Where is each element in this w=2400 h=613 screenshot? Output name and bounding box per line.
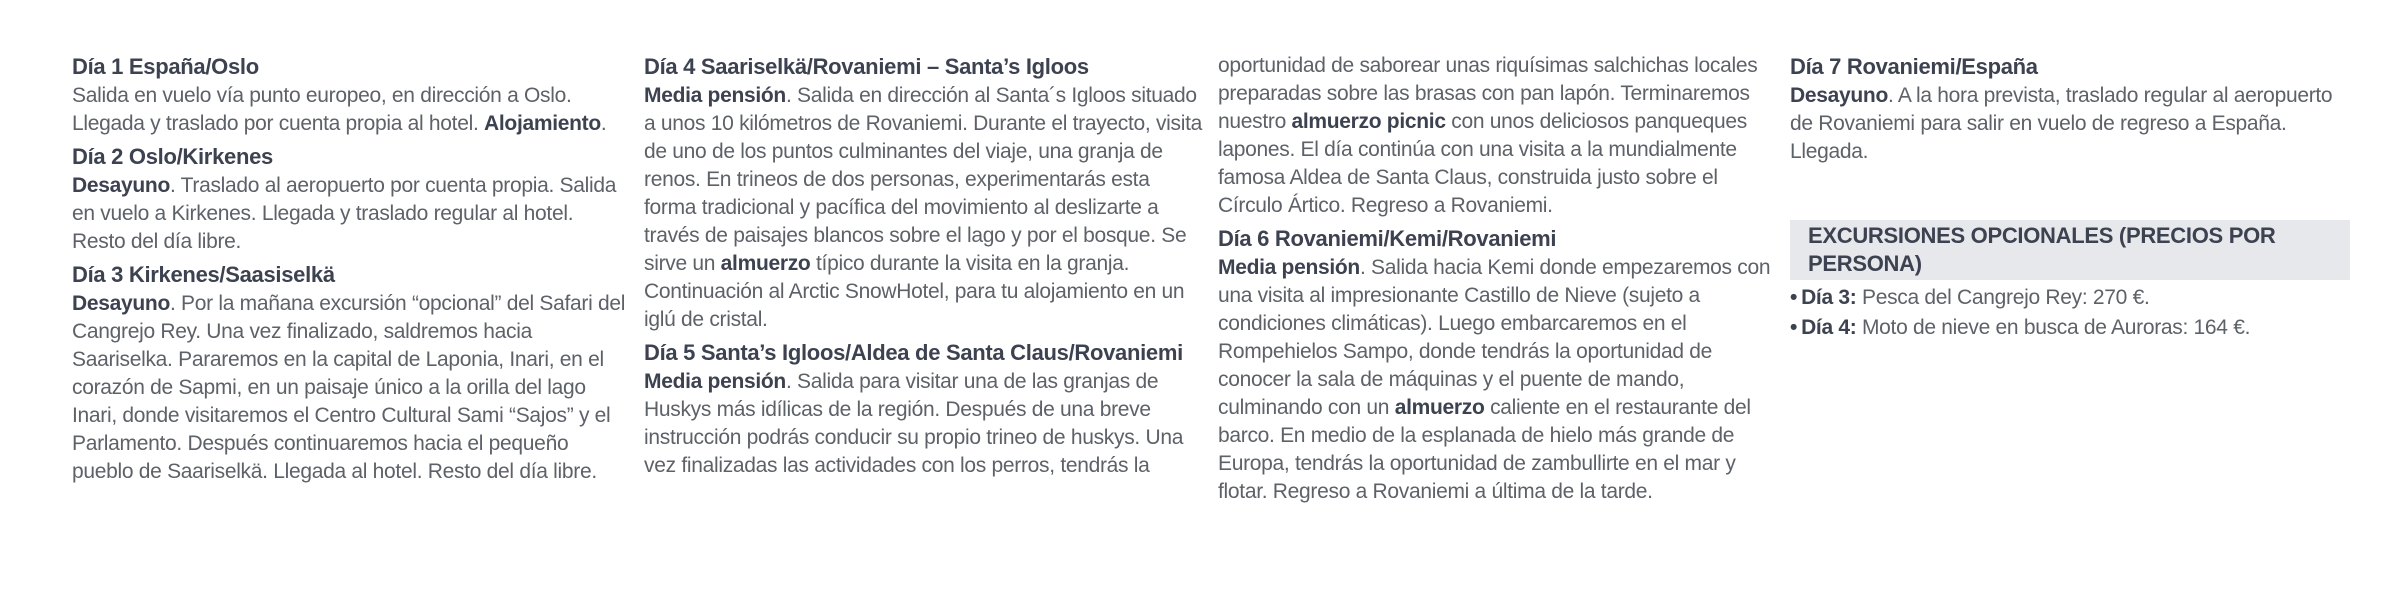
day-4-text: Media pensión. Salida en dirección al Santa´s Igloos situado a unos 10 kilómetros de Rovaniemi. Durante el trayecto, visita de uno de los puntos culminantes del viaje, una granja de renos. En trineos de dos personas, experimentarás esta forma tradicional y pacífica del movimiento al deslizarte a través de paisajes blancos sobre el lago y por el bosque. Se sirve un almuerzo típico durante la visita en la granja. Continuación al Arctic SnowHotel, para tu alojamiento en un iglú de cristal. — [644, 84, 1203, 331]
day-5 — [644, 338, 1204, 480]
day-5-continued — [1218, 52, 1778, 220]
day-2 — [72, 142, 632, 256]
bullet-icon: • — [1790, 316, 1798, 339]
day-3-title: Día 3 Kirkenes/Saasiselkä — [72, 262, 335, 287]
day-2-text: Desayuno. Traslado al aeropuerto por cuenta propia. Salida en vuelo a Kirkenes. Llegada y traslado regular al hotel. Resto del día libre. — [72, 174, 617, 253]
bullet-icon: • — [1790, 286, 1798, 309]
day-5-title: Día 5 Santa’s Igloos/Aldea de Santa Claus/Rovaniemi — [644, 340, 1183, 365]
day-7-text: Desayuno. A la hora prevista, traslado regular al aeropuerto de Rovaniemi para salir en vuelo de regreso a España. Llegada. — [1790, 84, 2333, 163]
day-7 — [1790, 52, 2350, 166]
day-1-title: Día 1 España/Oslo — [72, 54, 259, 79]
day-4-title: Día 4 Saariselkä/Rovaniemi – Santa’s Igloos — [644, 54, 1089, 79]
day-2-title: Día 2 Oslo/Kirkenes — [72, 144, 273, 169]
column-3 — [1218, 52, 1778, 510]
column-1 — [72, 52, 632, 490]
day-7-title: Día 7 Rovaniemi/España — [1790, 54, 2038, 79]
day-3-text: Desayuno. Por la mañana excursión “opcional” del Safari del Cangrejo Rey. Una vez finalizado, saldremos hacia Saariselka. Pararemos en la capital de Laponia, Inari, en el corazón de Sapmi, en un paisaje único a la orilla del lago Inari, donde visitaremos el Centro Cultural Sami “Sajos” y el Parlamento. Después continuaremos hacia el pequeño pueblo de Saariselkä. Llegada al hotel. Resto del día libre. — [72, 292, 626, 483]
optional-excursions-list — [1790, 284, 2350, 342]
optional-excursions-heading: EXCURSIONES OPCIONALES (PRECIOS POR PERSONA) — [1790, 220, 2350, 280]
day-4 — [644, 52, 1204, 334]
day-3 — [72, 260, 632, 486]
list-item: • Día 3: Pesca del Cangrejo Rey: 270 €. — [1790, 286, 2150, 309]
day-1-text: Salida en vuelo vía punto europeo, en dirección a Oslo. Llegada y traslado por cuenta propia al hotel. Alojamiento. — [72, 84, 607, 135]
day-1 — [72, 52, 632, 138]
day-6-title: Día 6 Rovaniemi/Kemi/Rovaniemi — [1218, 226, 1557, 251]
day-5-text: Media pensión. Salida para visitar una de las granjas de Huskys más idílicas de la región. Después de una breve instrucción podrás conducir su propio trineo de huskys. Una vez finalizadas las actividades con los perros, tendrás la — [644, 370, 1184, 477]
column-2 — [644, 52, 1204, 484]
day-5-continued-text: oportunidad de saborear unas riquísimas salchichas locales preparadas sobre las brasas con pan lapón. Terminaremos nuestro almuerzo picnic con unos deliciosos panqueques lapones. El día continúa con una visita a la mundialmente famosa Aldea de Santa Claus, construida justo sobre el Círculo Ártico. Regreso a Rovaniemi. — [1218, 54, 1758, 217]
list-item: • Día 4: Moto de nieve en busca de Auroras: 164 €. — [1790, 316, 2251, 339]
column-4 — [1790, 52, 2350, 344]
day-6 — [1218, 224, 1778, 506]
day-6-text: Media pensión. Salida hacia Kemi donde empezaremos con una visita al impresionante Castillo de Nieve (sujeto a condiciones climáticas). Luego embarcaremos en el Rompehielos Sampo, donde tendrás la oportunidad de conocer la sala de máquinas y el puente de mando, culminando con un almuerzo caliente en el restaurante del barco. En medio de la esplanada de hielo más grande de Europa, tendrás la oportunidad de zambullirte en el mar y flotar. Regreso a Rovaniemi a última de la tarde. — [1218, 256, 1771, 503]
